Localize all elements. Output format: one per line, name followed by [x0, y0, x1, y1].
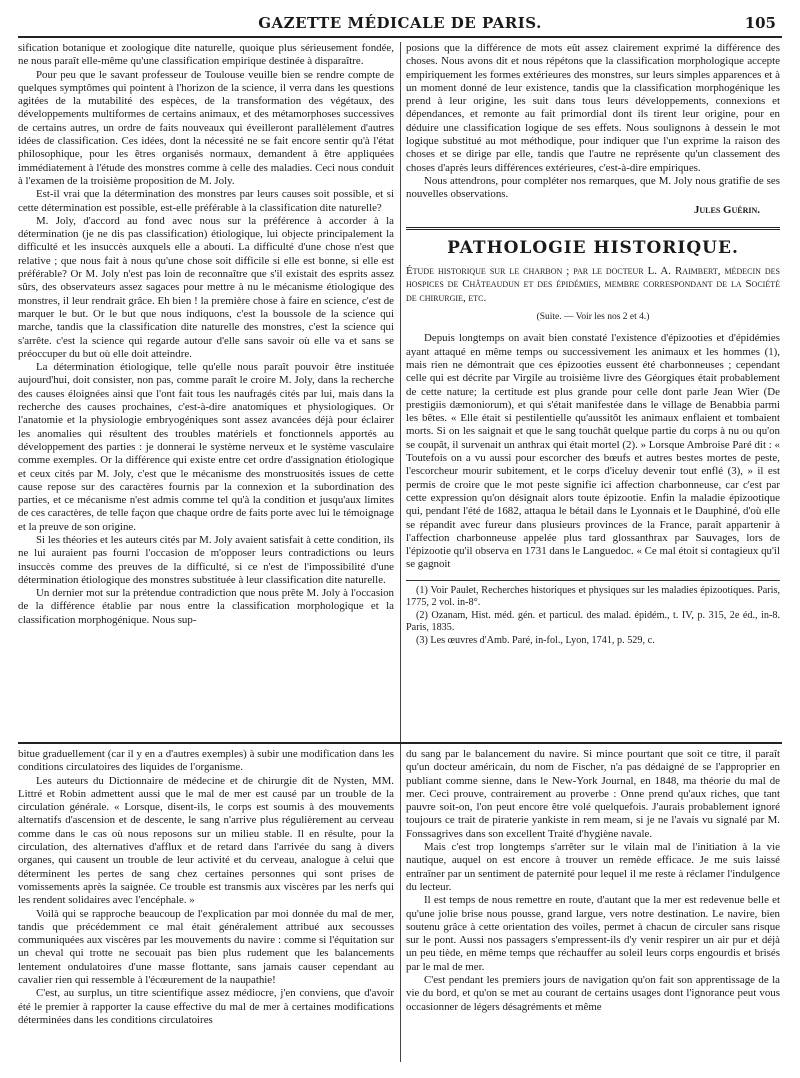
paragraph: Pour peu que le savant professeur de Toulouse veuille bien se rendre compte de quelques symptômes qui pointent à l'horizon de la science, il verra dans les questions agitées de la mutabilité des espèces, de la transformation des végétaux, des développements multiformes de certains animaux, et des métamorphoses successives de certains autres, un ordre de faits nouveaux qui éveilleront parallèlement d'autres idées de classification. Ces idées, dont la nécessité ne se fait encore sentir qu'à l'état philosophique, pour les êtres organisés normaux, demandent à être appliquées immédiatement à l'étude des monstres comme à celle des maladies. Ceci nous conduit à l'examen de la troisième proposition de M. Joly. — [18, 68, 394, 187]
footnotes — [406, 580, 780, 648]
paragraph: M. Joly, d'accord au fond avec nous sur la préférence à accorder à la détermination (je ne dis pas classification) étiologique, lui objecte principalement la difficulté et les insuccès auxquels elle a abouti. La difficulté d'une chose n'est que relative ; que nous fait à nous qu'une chose soit difficile si elle est bonne, si elle est préférable? Or M. Joly n'est pas loin de reconnaître que s'il existait des esprits assez sûrs, des observateurs assez sagaces pour mettre à nu le mécanisme étiologique des monstres, il leur rendrait grâce. Eh bien ! la première chose à faire en science, c'est de marquer le but. Or le but que nous indiquons, c'est la boussole de la science qui marche, tandis que la classification dite naturelle des monstres, c'est la science qui s'arrête. c'est la science qui regarde autour d'elle sans savoir où elle va et sans se préoccuper du but où elle doit atteindre. — [18, 214, 394, 360]
column-divider — [400, 42, 401, 1062]
footnote: (2) Ozanam, Hist. méd. gén. et particul. des malad. épidém., t. IV, p. 315, 2e éd., in-8. Paris, 1835. — [406, 609, 780, 634]
column-top-right — [406, 42, 780, 654]
paragraph: posions que la différence de mots eût assez clairement exprimé la différence des choses. Nous avons dit et nous répétons que la classification morphologique accepte empiriquement les formes extérieures des monstres, sur leurs simples apparences et à un moment donné de leur existence, tandis que la classification morphogénique les prend à leur origine, les suit dans tous leurs développements, connexions et dépendances, et remonte au fait primordial dont ils tirent leur origine, pour en déduire une classification logique de ses effets. Nous soulignons à dessein le mot logique substitué au mot méthodique, pour indiquer que l'un exprime la raison des choses et se dirige par elle, tandis que l'autre ne représente qu'un classement des choses d'après leurs différences extérieures, c'est-à-dire empiriques. — [406, 42, 780, 174]
page-number: 105 — [744, 14, 776, 32]
footnote: (1) Voir Paulet, Recherches historiques et physiques sur les maladies épizootiques. Paris, 1775, 2 vol. in-8°. — [406, 584, 780, 609]
paragraph: Si les théories et les auteurs cités par M. Joly avaient satisfait à cette condition, ils ne lui auraient pas fourni l'occasion de m'opposer leurs contradictions ou leurs insuccès comme des preuves de la difficulté, si ce n'est de l'impossibilité d'une détermination étiologique des monstres substituée à leur classification dite naturelle. — [18, 533, 394, 586]
paragraph: Les auteurs du Dictionnaire de médecine et de chirurgie dit de Nysten, MM. Littré et Robin admettent aussi que le mal de mer est causé par un trouble de la circulation générale. « Lorsque, disent-ils, le corps est soumis à des mouvements alternatifs d'ascension et de descente, le sang n'arrive plus régulièrement au cerveau comme dans le cas où nous reposons sur un milieu stable. Il en résulte, pour la circulation, des alternatives d'afflux et de retard dans l'arrivée du sang à divers organes, qui causent un trouble de leur activité et du cerveau, analogue à celui que déterminent les pertes de sang chez certaines personnes qui sont prises de vomissements après la saignée. Ce trouble est transmis aux viscères par les nerfs qui les rendent solidaires avec l'encéphale. » — [18, 774, 394, 907]
section-pathologie — [406, 227, 780, 648]
paragraph: bitue graduellement (car il y en a d'autres exemples) à subir une modification dans les conditions circulatoires des liquides de l'organisme. — [18, 748, 394, 774]
paragraph: Est-il vrai que la détermination des monstres par leurs causes soit possible, et si cette détermination est possible, est-elle préférable à la classification dite naturelle? — [18, 188, 394, 214]
footnote: (3) Les œuvres d'Amb. Paré, in-fol., Lyon, 1741, p. 529, c. — [416, 635, 655, 647]
continuation-note: (Suite. — Voir les nos 2 et 4.) — [536, 312, 650, 323]
paragraph: Un dernier mot sur la prétendue contradiction que nous prête M. Joly à l'occasion de la différence établie par nous entre la classification morphologique et la classification morphogénique. Nous sup- — [18, 587, 394, 626]
section-title: PATHOLOGIE HISTORIQUE. — [447, 237, 739, 258]
section-separator — [18, 742, 782, 744]
author-signature: Jules Guérin. — [693, 203, 760, 216]
paragraph: Il est temps de nous remettre en route, d'autant que la mer est redevenue belle et qu'une jolie brise nous pousse, grand largue, vers notre destination. Le navire, bien soutenu grâce à cette orientation des voiles, permet à chacun de circuler sans risque sur le pont. Aussi nos passagers s'empressent-ils d'y venir respirer un air pur et déjà un peu tiède, en même temps que réchauffer au soleil leurs corps engourdis et brisés par le mal de mer. — [406, 894, 780, 973]
paragraph: C'est pendant les premiers jours de navigation qu'on fait son apprentissage de la vie du bord, et qu'on se met au courant de certains usages dont l'ignorance peut vous occasionner de légers désagréments et même — [406, 974, 780, 1013]
paragraph: Mais c'est trop longtemps s'arrêter sur le vilain mal de l'initiation à la vie nautique, auquel on est encore à trouver un remède efficace. Je me suis laissé entraîner par un sentiment de paternité pour lequel il me reste à réclamer l'indulgence du lecteur. — [406, 841, 780, 893]
page-header — [18, 10, 782, 38]
paragraph: Depuis longtemps on avait bien constaté l'existence d'épizooties et d'épidémies ayant attaqué en même temps ou successivement les animaux et les hommes (1), mais rien ne démontrait que ces épizooties eussent été charbonneuses ; cependant celle qui est décrite par Virgile au troisième livre des Géorgiques était probablement de cette nature; la certitude est plus grande pour celle dont parle Jean Wier (De prestigiis dæmoniorum), et qui s'était manifestée dans le village de Benabbia parmi les bêtes. « Elle était si pestilentielle qu'aussitôt les animaux enflaient et tombaient morts. Si on les saignait et que le sang touchât quelque partie du corps à nu ou qu'on se coupât, il survenait un anthrax qui était mortel (2). » Lorsque Ambroise Paré dit : « Toutefois on a vu aussi pour escorcher des bœufs et autres bestes mortes de peste, l'escorcheur mourir subitement, et le corps d'iceluy devenir tout enflé (3), » il est permis de croire que le mot peste signifie ici affection charbonneuse, car c'est par cette expression qu'on désignait alors toute épizootie. Enfin la maladie épizootique qui, pendant l'été de 1682, attaqua le bétail dans le Lyonnais et le Dauphiné, d'où elle se répandit avec fureur dans plusieurs provinces de la France, paraît appartenir à l'affection charbonneuse appelée plus tard glossanthrax par Sauvages, lors de l'épizootie qu'il observa en 1731 dans le Languedoc. « Ce mal étoit si contagieux qu'il se gagnoit — [406, 332, 780, 571]
paragraph: C'est, au surplus, un titre scientifique assez médiocre, j'en conviens, que d'avoir été le premier à rapporter la cause effective du mal de mer à certaines modifications déterminées dans les conditions circulatoires — [18, 987, 394, 1026]
paragraph: Voilà qui se rapproche beaucoup de l'explication par moi donnée du mal de mer, tandis que précédemment ce mal était généralement attribué aux secousses communiquées aux viscères par les mouvements du navire : comme si l'équitation sur un cheval qui trotte ne secouait pas bien plus rudement que les balancements lentement ondulatoires d'une masse flottante, sans jamais causer cependant au cavalier rien qui ressemble à l'écœurement de la naupathie! — [18, 907, 394, 987]
paragraph: du sang par le balancement du navire. Si mince pourtant que soit ce titre, il paraît qu'un docteur américain, du nom de Fischer, n'a pas dédaigné de se l'approprier en publiant comme sienne, dans le New-York Journal, en 1848, ma théorie du mal de mer. Ceci prouve, contrairement au proverbe : Onne prend qu'aux riches, que tant pauvre soit-on, l'on peut encore être volé quelquefois. J'aurais probablement ignoré toujours ce trait de piraterie yankiste in rem meam, si je ne l'avais vu signalé par M. Fonssagrives dans son excellent Traité d'hygiène navale. — [406, 748, 780, 840]
column-top-left — [18, 42, 394, 627]
article-subtitle: Étude historique sur le charbon ; par le docteur L. A. Raimbert, médecin des hospices de Châteaudun et des épidémies, membre correspondant de la Société de chirurgie, etc. — [406, 265, 780, 304]
paragraph: La détermination étiologique, telle qu'elle nous paraît pouvoir être instituée aujourd'hui, doit consister, non pas, comme paraît le croire M. Joly, dans la recherche des causes éloignées ainsi que l'ont fait tous les naufragés cités par lui, mais dans la recherche des causes prochaines, c'est-à-dire anatomiques et physiologiques. Or l'anatomie et la physiologie embryogéniques sont assez avancées déjà pour éclairer les anomalies qui résultent des troubles matériels et fonctionnels apportés au développement des parties : je donnerai le système nerveux et le système vasculaire comme exemples. Or la différence qui existe entre cet ordre d'assignation étiologique et ceux cités par M. Joly, c'est que le mécanisme des monstruosités issues de cette cause repose sur des caractères fournis par la connexion et la subordination des parties, et ce mécanisme n'est admis comme tel qu'à la condition et jusqu'aux limites de ces caractères, de telle façon que chaque ordre de faits porte avec lui le témoignage et la preuve de son origine. — [18, 361, 394, 533]
journal-title: GAZETTE MÉDICALE DE PARIS. — [258, 14, 542, 32]
column-bottom-right — [406, 748, 780, 1014]
paragraph: Nous attendrons, pour compléter nos remarques, que M. Joly nous gratifie de ses nouvelles observations. — [406, 174, 780, 201]
paragraph: sification botanique et zoologique dite naturelle, quoique plus sérieusement fondée, ne nous paraît elle-même qu'une classification empirique destinée à disparaître. — [18, 42, 394, 68]
column-bottom-left — [18, 748, 394, 1027]
